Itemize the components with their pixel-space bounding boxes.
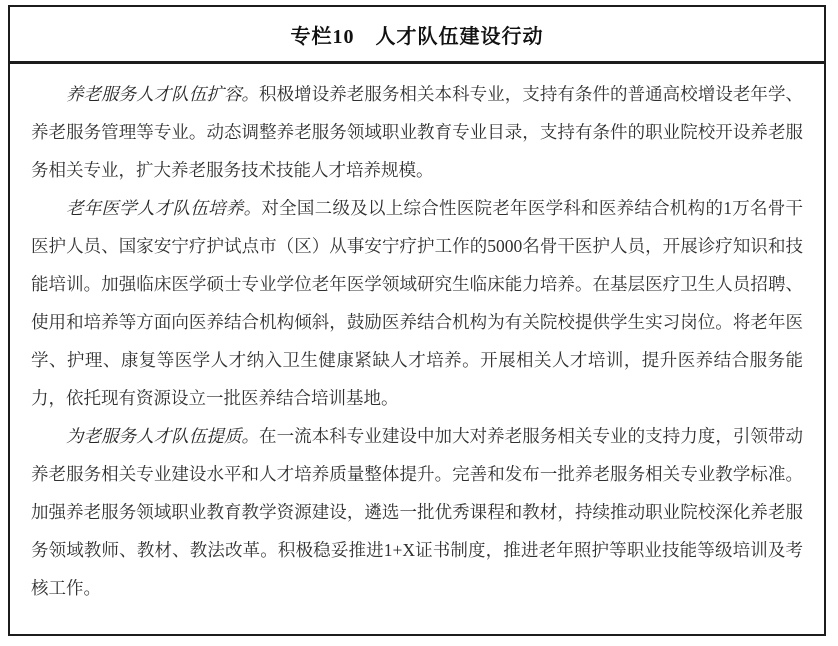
paragraph-text: 积极增设养老服务相关本科专业，支持有条件的普通高校增设老年学、养老服务管理等专业。动态调整养老服务领域职业教育专业目录，支持有条件的职业院校开设养老服务相关专业，扩大养老服务技术技能人才培养规模。 xyxy=(31,84,804,180)
paragraph-lead: 老年医学人才队伍培养。 xyxy=(66,198,262,218)
callout-box-body xyxy=(10,64,824,607)
callout-box-header xyxy=(10,7,824,64)
paragraph-lead: 为老服务人才队伍提质。 xyxy=(66,426,260,446)
paragraph-service-quality-improvement xyxy=(31,417,803,607)
paragraph-text: 在一流本科专业建设中加大对养老服务相关专业的支持力度，引领带动养老服务相关专业建设水平和人才培养质量整体提升。完善和发布一批养老服务相关专业教学标准。加强养老服务领域职业教育教学资源建设，遴选一批优秀课程和教材，持续推动职业院校深化养老服务领域教师、教材、教法改革。积极稳妥推进1+X证书制度，推进老年照护等职业技能等级培训及考核工作。 xyxy=(31,426,804,598)
callout-box xyxy=(8,5,826,636)
paragraph-text: 对全国二级及以上综合性医院老年医学科和医养结合机构的1万名骨干医护人员、国家安宁疗护试点市（区）从事安宁疗护工作的5000名骨干医护人员，开展诊疗知识和技能培训。加强临床医学硕士专业学位老年医学领域研究生临床能力培养。在基层医疗卫生人员招聘、使用和培养等方面向医养结合机构倾斜，鼓励医养结合机构为有关院校提供学生实习岗位。将老年医学、护理、康复等医学人才纳入卫生健康紧缺人才培养。开展相关人才培训，提升医养结合服务能力，依托现有资源设立一批医养结合培训基地。 xyxy=(31,198,804,408)
paragraph-geriatric-medicine-training xyxy=(31,189,803,417)
paragraph-expand-elder-workforce xyxy=(31,75,803,189)
paragraph-lead: 养老服务人才队伍扩容。 xyxy=(66,84,260,104)
callout-box-title: 专栏10 人才队伍建设行动 xyxy=(290,25,544,48)
